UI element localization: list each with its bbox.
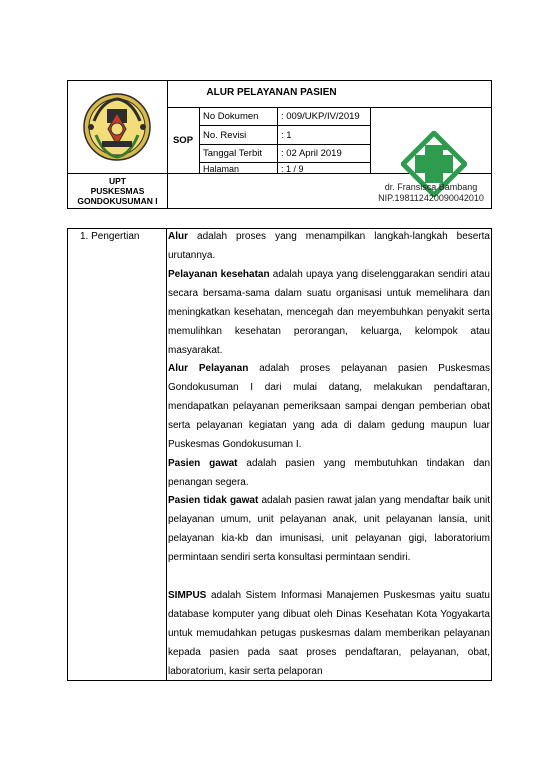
definition-text: adalah pasien yang membutuhkan tindakan dan penangan segera. [168,458,491,488]
divider [370,107,371,173]
row-value: : 009/UKP/IV/2019 [281,111,360,122]
row-value: : 1 / 9 [281,164,304,174]
org-line: UPT [109,176,126,186]
definition-term: Pasien tidak gawat [168,495,259,506]
definition-paragraph [168,360,492,455]
divider [199,125,370,126]
divider [199,144,370,145]
definition-term: Pelayanan kesehatan [168,269,270,280]
regional-emblem-icon [82,91,152,163]
row-label: Tanggal Terbit [203,148,262,159]
definition-paragraph [168,266,492,361]
definition-text: adalah proses yang menampilkan langkah-langkah beserta urutannya. [168,231,490,261]
definition-text: adalah proses pelayanan pasien Puskesmas Gondokusuman I dari mulai datang, melakukan pendaftaran, mendapatkan pelayanan pemeriksaan sampai dengan pemberian obat serta pelayanan kegiatan yang ada di dalam gedung maupun luar Puskesmas Gondokusuman I. [168,363,490,450]
row-label: Halaman [203,164,240,174]
definition-term: Pasien gawat [168,458,238,469]
row-label: No. Revisi [203,130,247,141]
divider [167,107,492,108]
definition-paragraph [168,455,492,493]
sop-header-table [67,80,492,209]
definition-text: adalah Sistem Informasi Manajemen Puskesmas yaitu suatu database komputer yang dibuat oleh Dinas Kesehatan Kota Yogyakarta untuk memudahkan petugas puskesmas dalam memberikan pelayanan kepada pasien pada saat proses pendaftaran, pelayanan, obat, laboratorium, kasir serta pelaporan [168,590,490,677]
org-line: GONDOKUSUMAN I [77,196,158,206]
definition-term: SIMPUS [168,590,207,601]
signer-name: dr. Fransisca Bambang [384,182,478,192]
org-line: PUSKESMAS [90,186,145,196]
sop-label: SOP [172,135,194,146]
definition-term: Alur [168,231,188,242]
definition-paragraph [168,587,492,682]
definition-term: Alur Pelayanan [168,363,249,374]
divider [166,229,167,681]
divider [199,107,200,173]
definition-text: adalah pasien rawat jalan yang mendaftar baik unit pelayanan umum, unit pelayanan anak, unit pelayanan lansia, unit pelayanan kia-kb dan imunisasi, unit pelayanan gigi, laboratorium permintaan sendiri serta konsultasi permintaan sendiri. [168,495,491,563]
definition-paragraph [168,492,492,568]
item-label: 1. Pengertian [80,231,140,242]
definition-paragraph [168,228,492,266]
row-value: : 1 [281,130,292,141]
divider [277,107,278,173]
row-value: : 02 April 2019 [281,148,342,159]
row-label: No Dokumen [203,111,259,122]
definition-text: adalah upaya yang diselenggarakan sendiri atau secara bersama-sama dalam suatu organisasi untuk memelihara dan meningkatkan kesehatan, mencegah dan meyembuhkan penyakit serta memulihkan kesehatan perorangan, keluarga, kelompok atau masyarakat. [168,269,490,356]
document-title: ALUR PELAYANAN PASIEN [206,87,337,98]
divider [199,162,370,163]
signer-nip: NIP.198112420090042010 [378,193,484,203]
